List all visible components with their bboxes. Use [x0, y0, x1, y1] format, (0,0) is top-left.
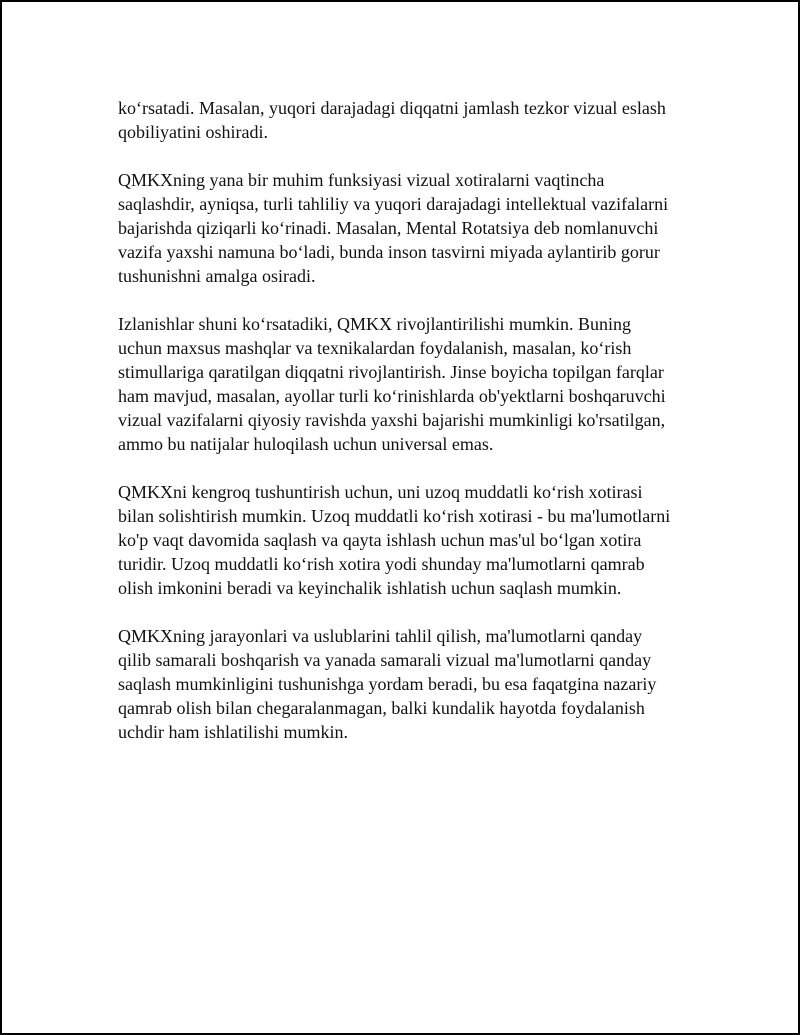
- document-body: [118, 96, 698, 768]
- text-line: turidir. Uzoq muddatli ko‘rish xotira yodi shunday ma'lumotlarni qamrab: [118, 554, 645, 574]
- text-line: ammo bu natijalar huloqilash uchun universal emas.: [118, 434, 494, 454]
- paragraph-1: [118, 96, 698, 144]
- text-line: ko‘rsatadi. Masalan, yuqori darajadagi diqqatni jamlash tezkor vizual eslash: [118, 98, 666, 118]
- text-line: ko'p vaqt davomida saqlash va qayta ishlash uchun mas'ul bo‘lgan xotira: [118, 530, 642, 550]
- text-line: olish imkonini beradi va keyinchalik ishlatish uchun saqlash mumkin.: [118, 578, 622, 598]
- text-line: qamrab olish bilan chegaralanmagan, balki kundalik hayotda foydalanish: [118, 698, 645, 718]
- paragraph-2: [118, 168, 698, 288]
- paragraph-5: [118, 624, 698, 744]
- text-line: tushunishni amalga osiradi.: [118, 266, 316, 286]
- text-line: Izlanishlar shuni ko‘rsatadiki, QMKX rivojlantirilishi mumkin. Buning: [118, 314, 631, 334]
- paragraph-3: [118, 312, 698, 456]
- text-line: saqlashdir, ayniqsa, turli tahliliy va yuqori darajadagi intellektual vazifalarni: [118, 194, 669, 214]
- text-line: qilib samarali boshqarish va yanada samarali vizual ma'lumotlarni qanday: [118, 650, 652, 670]
- text-line: uchun maxsus mashqlar va texnikalardan foydalanish, masalan, ko‘rish: [118, 338, 632, 358]
- text-line: saqlash mumkinligini tushunishga yordam beradi, bu esa faqatgina nazariy: [118, 674, 657, 694]
- text-line: vazifa yaxshi namuna bo‘ladi, bunda inson tasvirni miyada aylantirib gorur: [118, 242, 660, 262]
- text-line: QMKXni kengroq tushuntirish uchun, uni uzoq muddatli ko‘rish xotirasi: [118, 482, 643, 502]
- text-line: stimullariga qaratilgan diqqatni rivojlantirish. Jinse boyicha topilgan farqlar: [118, 362, 664, 382]
- text-line: QMKXning yana bir muhim funksiyasi vizual xotiralarni vaqtincha: [118, 170, 605, 190]
- text-line: bilan solishtirish mumkin. Uzoq muddatli ko‘rish xotirasi - bu ma'lumotlarni: [118, 506, 671, 526]
- text-line: vizual vazifalarni qiyosiy ravishda yaxshi bajarishi mumkinligi ko'rsatilgan,: [118, 410, 666, 430]
- text-line: uchdir ham ishlatilishi mumkin.: [118, 722, 348, 742]
- text-line: qobiliyatini oshiradi.: [118, 122, 268, 142]
- text-line: bajarishda qiziqarli ko‘rinadi. Masalan, Mental Rotatsiya deb nomlanuvchi: [118, 218, 659, 238]
- text-line: ham mavjud, masalan, ayollar turli ko‘rinishlarda ob'yektlarni boshqaruvchi: [118, 386, 666, 406]
- text-line: QMKXning jarayonlari va uslublarini tahlil qilish, ma'lumotlarni qanday: [118, 626, 643, 646]
- paragraph-4: [118, 480, 698, 600]
